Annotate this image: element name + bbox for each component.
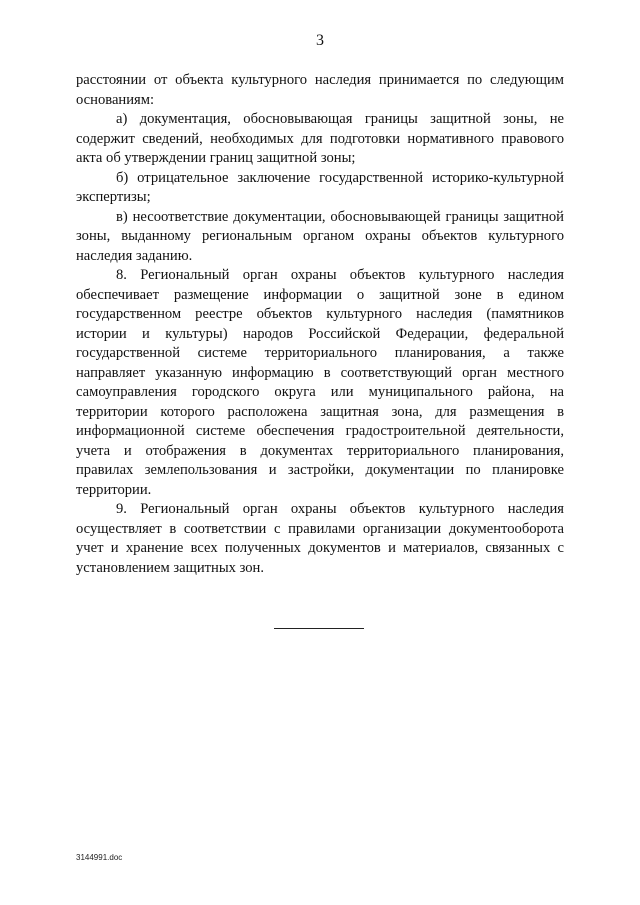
document-filename: 3144991.doc (76, 853, 123, 862)
paragraph-item-a: а) документация, обосновывающая границы защитной зоны, не содержит сведений, необходимых для подготовки нормативного правового акта об утверждении границ защитной зоны; (76, 111, 564, 166)
end-separator-line (274, 628, 364, 629)
paragraph-item-b: б) отрицательное заключение государственной историко-культурной экспертизы; (76, 169, 564, 205)
document-body (76, 71, 564, 578)
paragraph-clause-9: 9. Региональный орган охраны объектов культурного наследия осуществляет в соответствии с правилами организации документооборота учет и хранение всех полученных документов и материалов, связанных с установлением защитных зон. (76, 501, 564, 576)
paragraph-item-v: в) несоответствие документации, обосновывающей границы защитной зоны, выданному региональным органом охраны объектов культурного наследия заданию. (76, 208, 564, 264)
paragraph-continuation: расстоянии от объекта культурного наследия принимается по следующим основаниям: (76, 72, 564, 108)
paragraph-clause-8: 8. Региональный орган охраны объектов культурного наследия обеспечивает размещение информации о защитной зоне в едином государственном реестре объектов культурного наследия (памятников истории и культуры) народов Российской Федерации, федеральной государственной системе территориального планирования, а также направляет указанную информацию в соответствующий орган местного самоуправления городского округа или муниципального района, на территории которого расположена защитная зона, для размещения в информационной системе обеспечения градостроительной деятельности, учета и отображения в документах территориального планирования, правилах землепользования и застройки, документации по планировке территории. (76, 267, 564, 498)
page-number: 3 (316, 32, 324, 49)
